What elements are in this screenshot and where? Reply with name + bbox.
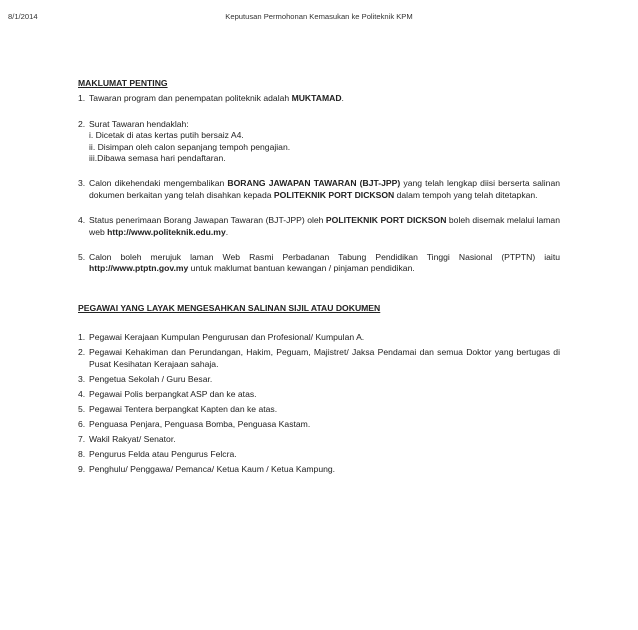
bold-text: MUKTAMAD <box>291 93 342 104</box>
item-intro: Surat Tawaran hendaklah: <box>89 118 189 129</box>
sub-item: iii.Dibawa semasa hari pendaftaran. <box>89 153 226 164</box>
list-item <box>78 374 560 385</box>
list-item <box>78 119 560 165</box>
item-number: 4. <box>78 215 86 226</box>
list-item <box>78 419 560 430</box>
bold-link-text: http://www.politeknik.edu.my <box>107 226 226 237</box>
bold-link-text: http://www.ptptn.gov.my <box>89 263 189 274</box>
bold-text: POLITEKNIK PORT DICKSON <box>273 189 395 200</box>
item-number: 3. <box>78 373 86 384</box>
list-item <box>78 215 560 238</box>
item-number: 1. <box>78 332 86 343</box>
item-text: Wakil Rakyat/ Senator. <box>89 433 176 444</box>
item-text <box>89 178 560 201</box>
item-text: Penguasa Penjara, Penguasa Bomba, Penguasa Kastam. <box>89 418 311 429</box>
item-text <box>89 215 560 238</box>
item-number: 5. <box>78 252 86 263</box>
section-heading-important-info: MAKLUMAT PENTING <box>78 78 168 88</box>
important-info-list <box>78 93 560 274</box>
print-date: 8/1/2014 <box>8 12 38 21</box>
item-text <box>89 119 560 165</box>
list-item <box>78 178 560 201</box>
certifying-officers-list <box>78 332 560 475</box>
item-number: 1. <box>78 93 86 104</box>
text-run: dalam tempoh yang telah ditetapkan. <box>394 189 538 200</box>
item-number: 9. <box>78 463 86 474</box>
list-item <box>78 464 560 475</box>
sub-item: i. Dicetak di atas kertas putih bersaiz A4. <box>89 130 244 141</box>
list-item <box>78 332 560 343</box>
list-item <box>78 347 560 370</box>
item-text: Pengetua Sekolah / Guru Besar. <box>89 373 213 384</box>
item-text <box>89 93 560 104</box>
document-content <box>78 78 560 479</box>
item-text: Pegawai Tentera berpangkat Kapten dan ke atas. <box>89 403 278 414</box>
item-text: Pengurus Felda atau Pengurus Felcra. <box>89 448 237 459</box>
text-run: Calon dikehendaki mengembalikan <box>89 178 228 189</box>
print-header <box>8 12 630 24</box>
text-run: yang telah lengkap diisi berserta salinan dokumen berkaitan yang telah disahkan kepada <box>89 178 561 200</box>
item-text: Pegawai Polis berpangkat ASP dan ke atas. <box>89 388 257 399</box>
text-run: Tawaran program dan penempatan politeknik adalah <box>89 93 292 104</box>
item-number: 6. <box>78 418 86 429</box>
text-run: Status penerimaan Borang Jawapan Tawaran (BJT-JPP) oleh <box>89 215 326 226</box>
text-run: . <box>341 93 344 104</box>
bold-text: POLITEKNIK PORT DICKSON <box>325 215 447 226</box>
list-item <box>78 252 560 275</box>
item-number: 2. <box>78 118 86 129</box>
item-text: Pegawai Kehakiman dan Perundangan, Hakim, Peguam, Majistret/ Jaksa Pendamai dan semua Doktor yang bertugas di Pusat Kesihatan Kerajaan sahaja. <box>89 347 560 369</box>
item-number: 5. <box>78 403 86 414</box>
item-number: 4. <box>78 388 86 399</box>
bold-text: BORANG JAWAPAN TAWARAN (BJT-JPP) <box>227 178 401 189</box>
section-heading-certifying-officers: PEGAWAI YANG LAYAK MENGESAHKAN SALINAN SIJIL ATAU DOKUMEN <box>78 302 381 313</box>
sub-item: ii. Disimpan oleh calon sepanjang tempoh pengajian. <box>89 141 291 152</box>
list-item <box>78 93 560 104</box>
list-item <box>78 404 560 415</box>
item-text: Penghulu/ Penggawa/ Pemanca/ Ketua Kaum / Ketua Kampung. <box>89 463 336 474</box>
item-text <box>89 252 560 275</box>
text-run: untuk maklumat bantuan kewangan / pinjaman pendidikan. <box>188 263 415 274</box>
text-run: boleh disemak melalui laman web <box>89 215 560 237</box>
item-number: 8. <box>78 448 86 459</box>
print-title: Keputusan Permohonan Kemasukan ke Politeknik KPM <box>225 12 413 21</box>
list-item <box>78 449 560 460</box>
text-run: . <box>225 226 229 237</box>
item-number: 3. <box>78 178 86 189</box>
item-text: Pegawai Kerajaan Kumpulan Pengurusan dan Profesional/ Kumpulan A. <box>89 332 365 343</box>
text-run: Calon boleh merujuk laman Web Rasmi Perbadanan Tabung Pendidikan Tinggi Nasional (PTPTN) iaitu <box>89 252 560 263</box>
list-item <box>78 389 560 400</box>
list-item <box>78 434 560 445</box>
item-number: 2. <box>78 347 86 358</box>
item-number: 7. <box>78 433 86 444</box>
